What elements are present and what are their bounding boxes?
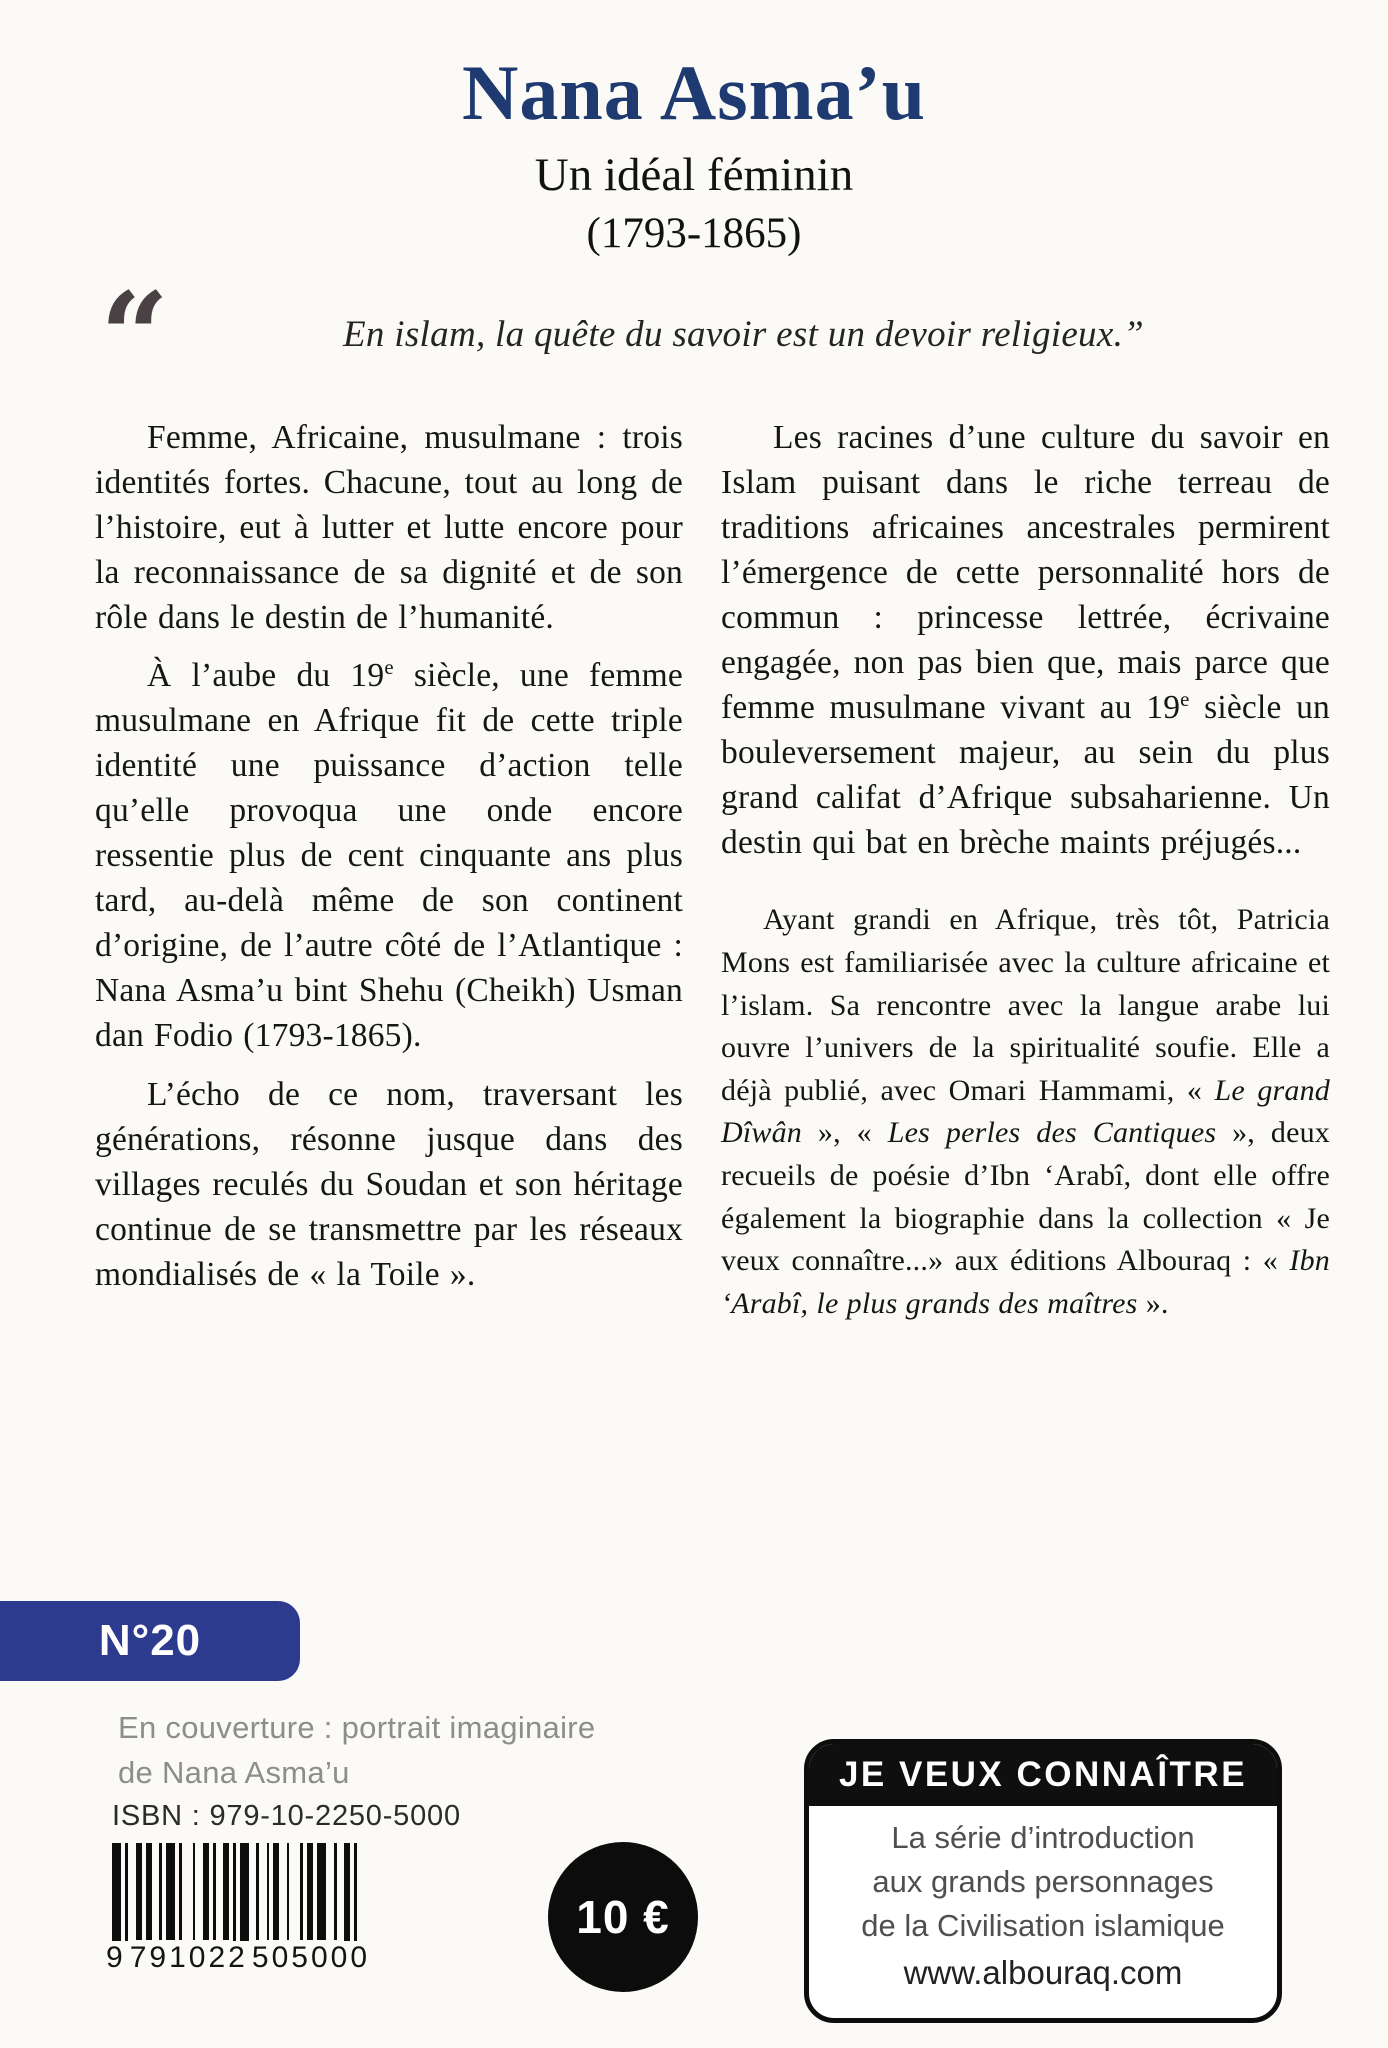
paragraph: Les racines d’une culture du savoir en Islam puisant dans le riche terreau de traditions africaines ancestrales permirent l’émergence de cette personnalité hors de commun : princesse lettrée, écrivaine engagée, non pas bien que, mais parce que femme musulmane vivant au 19e siècle un bouleversement majeur, au sein du plus grand califat d’Afrique subsaharienne. Un destin qui bat en brèche maints préjugés... <box>721 418 1330 862</box>
barcode-bar <box>166 1843 175 1940</box>
publisher-url: www.albouraq.com <box>903 1954 1183 1992</box>
paragraph: Ayant grandi en Afrique, très tôt, Patricia Mons est familiarisée avec la culture africaine et l’islam. Sa rencontre avec la langue arabe lui ouvre l’univers de la spiritualité soufie. Elle a déjà publié, avec Omari Hammami, « Le grand Dîwân », « Les perles des Cantiques », deux recueils de poésie d’Ibn ‘Arabî, dont elle offre également la biographie dans la collection « Je veux connaître...» aux éditions Albouraq : « Ibn ‘Arabî, le plus grands des maîtres ». <box>721 903 1331 1320</box>
barcode-digits <box>104 1941 372 1975</box>
isbn-text: ISBN : 979-10-2250-5000 <box>112 1800 461 1832</box>
series-promo-line: aux grands personnages <box>872 1864 1214 1900</box>
cover-caption <box>118 1706 595 1796</box>
barcode-digit-group: 9 <box>106 1941 126 1974</box>
cover-caption-line: En couverture : portrait imaginaire <box>118 1710 596 1745</box>
barcode-bar <box>213 1843 216 1940</box>
series-promo-line: de la Civilisation islamique <box>861 1908 1225 1944</box>
epigraph <box>100 265 1328 407</box>
page-subtitle: Un idéal féminin <box>534 148 854 201</box>
barcode-bar <box>307 1843 313 1940</box>
series-number-badge: N°20 <box>0 1601 300 1681</box>
barcode-bar <box>203 1843 209 1940</box>
quote-mark-icon: “ <box>100 265 170 407</box>
barcode-bar <box>287 1843 290 1940</box>
barcode-bar <box>159 1843 162 1940</box>
barcode-bar <box>136 1843 142 1940</box>
barcode-bar <box>179 1843 182 1940</box>
barcode-bar <box>223 1843 229 1940</box>
price-sticker: 10 € <box>548 1842 698 1992</box>
barcode-bar <box>334 1843 337 1940</box>
barcode-bar <box>317 1843 326 1940</box>
barcode-bar <box>146 1843 152 1940</box>
barcode-bar <box>300 1843 303 1940</box>
paragraph: À l’aube du 19e siècle, une femme musulmane en Afrique fit de cette triple identité une puissance d’action telle qu’elle provoqua une onde encore ressentie plus de cent cinquante ans plus tard, au-delà même de son continent d’origine, de l’autre côté de l’Atlantique : Nana Asma’u bint Shehu (Cheikh) Usman dan Fodio (1793-1865). <box>95 655 683 1055</box>
barcode-digit-group: 791022 <box>129 1941 248 1974</box>
page-title: Nana Asma’u <box>462 49 926 136</box>
barcode-bar <box>256 1843 259 1940</box>
series-promo-title: JE VEUX CONNAÎTRE <box>809 1744 1277 1806</box>
body-text <box>0 387 1388 1338</box>
paragraph: Femme, Africaine, musulmane : trois identités fortes. Chacune, tout au long de l’histoire, eut à lutter et lutte encore pour la reconnaissance de sa dignité et de son rôle dans le destin de l’humanité. <box>95 418 683 637</box>
ean-barcode <box>106 1843 370 1993</box>
barcode-bar <box>273 1843 279 1940</box>
series-promo-line: La série d’introduction <box>891 1820 1195 1855</box>
life-dates: (1793-1865) <box>586 209 802 257</box>
cover-caption-line: de Nana Asma’u <box>118 1754 350 1790</box>
series-promo-description <box>809 1806 1277 1997</box>
epigraph-text: En islam, la quête du savoir est un devoir religieux.” <box>343 313 1144 355</box>
series-promo-box <box>804 1739 1282 2023</box>
paragraph: L’écho de ce nom, traversant les générations, résonne jusque dans des villages reculés du Soudan et son héritage continue de se transmettre par les réseaux mondialisés de « la Toile ». <box>95 1075 683 1293</box>
text-column-right <box>721 415 1330 1338</box>
barcode-bar <box>193 1843 196 1940</box>
barcode-bar <box>267 1843 270 1940</box>
text-column-left <box>95 415 683 1338</box>
barcode-digit-group: 505000 <box>251 1941 370 1974</box>
